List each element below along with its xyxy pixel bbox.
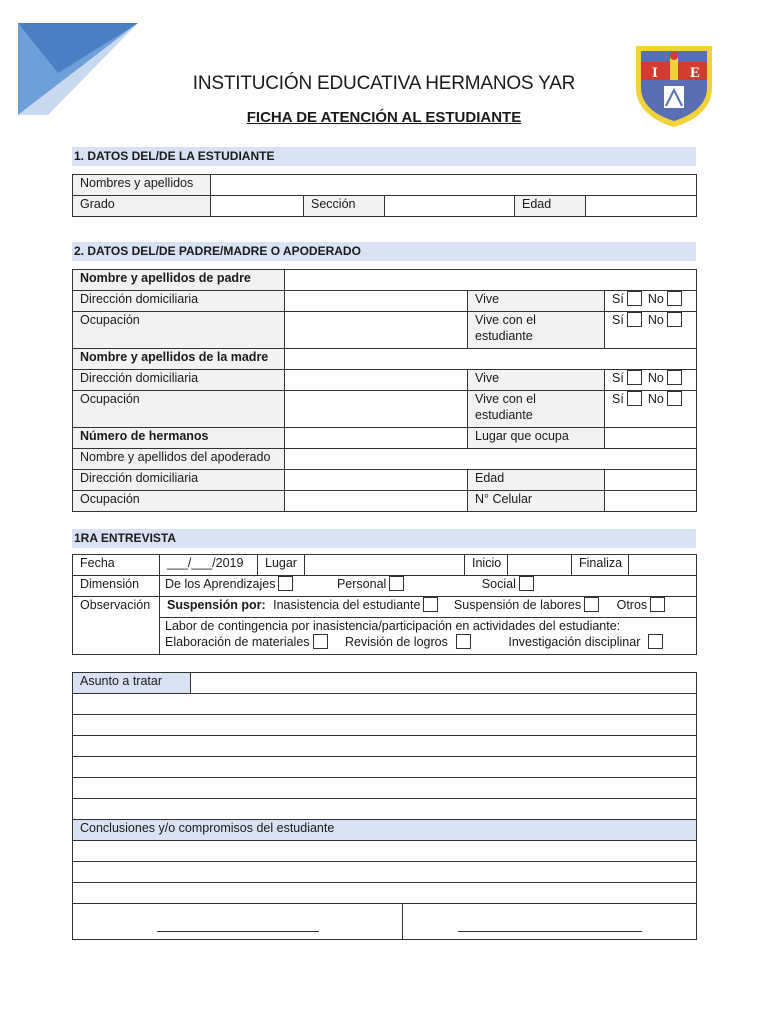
guardian-phone-field[interactable] bbox=[605, 491, 697, 512]
father-address-field[interactable] bbox=[285, 291, 468, 312]
mother-vive-options: Sí No bbox=[605, 370, 697, 391]
interview-heading: 1RA ENTREVISTA bbox=[72, 529, 696, 548]
father-vive-options: Sí No bbox=[605, 291, 697, 312]
date-label: Fecha bbox=[73, 555, 160, 576]
mother-address-label: Dirección domiciliaria bbox=[73, 370, 285, 391]
father-occupation-field[interactable] bbox=[285, 312, 468, 349]
guardian-address-label: Dirección domiciliaria bbox=[73, 470, 285, 491]
conclusions-label: Conclusiones y/o compromisos del estudiante bbox=[73, 820, 697, 841]
birth-order-field[interactable] bbox=[605, 428, 697, 449]
subject-line[interactable] bbox=[73, 715, 697, 736]
dim-learning-checkbox[interactable] bbox=[278, 576, 293, 591]
birth-order-label: Lugar que ocupa bbox=[468, 428, 605, 449]
father-vive-yes-checkbox[interactable] bbox=[627, 291, 642, 306]
guardian-age-label: Edad bbox=[468, 470, 605, 491]
mother-occupation-field[interactable] bbox=[285, 391, 468, 428]
contingency-text: Labor de contingencia por inasistencia/participación en actividades del estudiante: bbox=[165, 619, 621, 633]
section-label: Sección bbox=[304, 196, 385, 217]
father-vive-no-checkbox[interactable] bbox=[667, 291, 682, 306]
start-field[interactable] bbox=[508, 555, 572, 576]
age-label: Edad bbox=[515, 196, 586, 217]
interview-table bbox=[72, 554, 697, 655]
student-name-field[interactable] bbox=[211, 175, 697, 196]
student-data-table bbox=[72, 174, 697, 217]
mother-livewith-options: Sí No bbox=[605, 391, 697, 428]
mother-name-field[interactable] bbox=[285, 349, 697, 370]
section2-heading: 2. DATOS DEL/DE PADRE/MADRE O APODERADO bbox=[72, 242, 696, 261]
father-livewith-yes-checkbox[interactable] bbox=[627, 312, 642, 327]
grade-field[interactable] bbox=[211, 196, 304, 217]
guardian-address-field[interactable] bbox=[285, 470, 468, 491]
subject-label: Asunto a tratar bbox=[73, 673, 191, 694]
subject-line[interactable] bbox=[73, 799, 697, 820]
mother-vive-no-checkbox[interactable] bbox=[667, 370, 682, 385]
place-label: Lugar bbox=[258, 555, 305, 576]
student-name-label: Nombres y apellidos bbox=[73, 175, 211, 196]
work-suspension-checkbox[interactable] bbox=[584, 597, 599, 612]
father-livewith-options: Sí No bbox=[605, 312, 697, 349]
guardian-name-field[interactable] bbox=[285, 449, 697, 470]
place-field[interactable] bbox=[305, 555, 465, 576]
others-checkbox[interactable] bbox=[650, 597, 665, 612]
guardian-occupation-field[interactable] bbox=[285, 491, 468, 512]
conclusions-line[interactable] bbox=[73, 883, 697, 904]
dimension-options: De los Aprendizajes Personal Social bbox=[160, 576, 697, 597]
section1-heading: 1. DATOS DEL/DE LA ESTUDIANTE bbox=[72, 147, 696, 166]
subject-field[interactable] bbox=[191, 673, 697, 694]
subject-line[interactable] bbox=[73, 778, 697, 799]
review-checkbox[interactable] bbox=[456, 634, 471, 649]
signature-student-box[interactable] bbox=[73, 904, 403, 940]
mother-vive-yes-checkbox[interactable] bbox=[627, 370, 642, 385]
parents-data-table bbox=[72, 269, 697, 512]
signature-tutor-box[interactable] bbox=[403, 904, 697, 940]
corner-decoration bbox=[18, 23, 138, 115]
materials-checkbox[interactable] bbox=[313, 634, 328, 649]
father-occupation-label: Ocupación bbox=[73, 312, 285, 349]
father-name-label: Nombre y apellidos de padre bbox=[73, 270, 285, 291]
school-crest-logo bbox=[632, 42, 716, 128]
subject-line[interactable] bbox=[73, 757, 697, 778]
notes-table bbox=[72, 672, 697, 940]
end-label: Finaliza bbox=[572, 555, 629, 576]
conclusions-line[interactable] bbox=[73, 841, 697, 862]
svg-text:I: I bbox=[652, 65, 658, 81]
signature-line bbox=[458, 930, 642, 932]
absence-checkbox[interactable] bbox=[423, 597, 438, 612]
start-label: Inicio bbox=[465, 555, 508, 576]
end-field[interactable] bbox=[629, 555, 697, 576]
observation-label: Observación bbox=[73, 597, 160, 655]
suspension-options: Suspensión por: Inasistencia del estudiante Suspensión de labores Otros bbox=[160, 597, 697, 618]
mother-vive-label: Vive bbox=[468, 370, 605, 391]
mother-address-field[interactable] bbox=[285, 370, 468, 391]
investigation-checkbox[interactable] bbox=[648, 634, 663, 649]
siblings-label: Número de hermanos bbox=[73, 428, 285, 449]
section-field[interactable] bbox=[385, 196, 515, 217]
dim-personal-checkbox[interactable] bbox=[389, 576, 404, 591]
institution-title: INSTITUCIÓN EDUCATIVA HERMANOS YAR bbox=[192, 73, 576, 94]
age-field[interactable] bbox=[586, 196, 697, 217]
mother-livewith-no-checkbox[interactable] bbox=[667, 391, 682, 406]
contingency-options: Labor de contingencia por inasistencia/participación en actividades del estudiante: Elaboración de materiales Revisión de logros Investigación disciplinar bbox=[160, 618, 697, 655]
father-livewith-label: Vive con el estudiante bbox=[468, 312, 605, 349]
form-title: FICHA DE ATENCIÓN AL ESTUDIANTE bbox=[246, 109, 522, 126]
guardian-name-label: Nombre y apellidos del apoderado bbox=[73, 449, 285, 470]
mother-livewith-label: Vive con el estudiante bbox=[468, 391, 605, 428]
dim-social-checkbox[interactable] bbox=[519, 576, 534, 591]
conclusions-line[interactable] bbox=[73, 862, 697, 883]
guardian-age-field[interactable] bbox=[605, 470, 697, 491]
grade-label: Grado bbox=[73, 196, 211, 217]
signature-line bbox=[157, 930, 319, 932]
date-field[interactable]: ___/___/2019 bbox=[160, 555, 258, 576]
guardian-phone-label: N° Celular bbox=[468, 491, 605, 512]
father-livewith-no-checkbox[interactable] bbox=[667, 312, 682, 327]
mother-occupation-label: Ocupación bbox=[73, 391, 285, 428]
mother-name-label: Nombre y apellidos de la madre bbox=[73, 349, 285, 370]
father-name-field[interactable] bbox=[285, 270, 697, 291]
siblings-field[interactable] bbox=[285, 428, 468, 449]
father-vive-label: Vive bbox=[468, 291, 605, 312]
mother-livewith-yes-checkbox[interactable] bbox=[627, 391, 642, 406]
subject-line[interactable] bbox=[73, 694, 697, 715]
dimension-label: Dimensión bbox=[73, 576, 160, 597]
svg-text:E: E bbox=[690, 65, 701, 81]
guardian-occupation-label: Ocupación bbox=[73, 491, 285, 512]
subject-line[interactable] bbox=[73, 736, 697, 757]
father-address-label: Dirección domiciliaria bbox=[73, 291, 285, 312]
